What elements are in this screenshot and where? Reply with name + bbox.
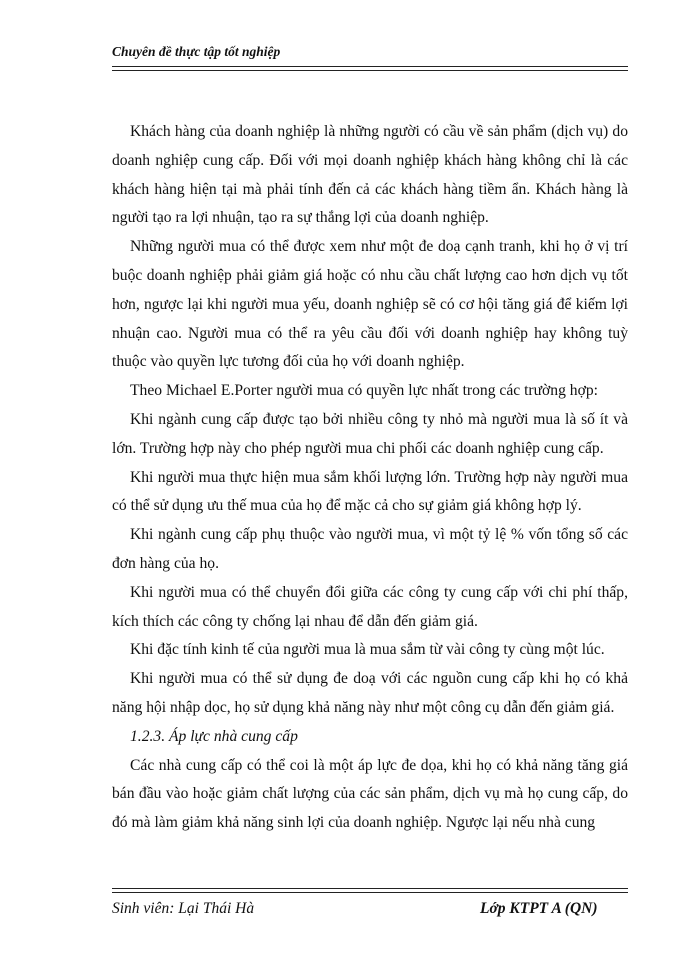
paragraph: Những người mua có thể được xem như một đe doạ cạnh tranh, khi họ ở vị trí buộc doanh nghiệp phải giảm giá hoặc có nhu cầu chất lượng cao hơn dịch vụ tốt hơn, ngược lại khi người mua yếu, doanh nghiệp sẽ có cơ hội tăng giá để kiếm lợi nhuận cao. Người mua có thể ra yêu cầu đối với doanh nghiệp hay không tuỳ thuộc vào quyền lực tương đối của họ với doanh nghiệp. (112, 238, 628, 371)
footer-rule-thin (112, 888, 628, 889)
header-rule (112, 66, 628, 67)
paragraph: Khách hàng của doanh nghiệp là những người có cầu về sản phẩm (dịch vụ) do doanh nghiệp cung cấp. Đối với mọi doanh nghiệp khách hàng không chỉ là các khách hàng hiện tại mà phải tính đến cả các khách hàng tiềm ẩn. Khách hàng là người tạo ra lợi nhuận, tạo ra sự thắng lợi của doanh nghiệp. (112, 123, 628, 227)
paragraph: Khi ngành cung cấp phụ thuộc vào người mua, vì một tỷ lệ % vốn tổng số các đơn hàng của họ. (112, 526, 628, 572)
paragraph: Theo Michael E.Porter người mua có quyền lực nhất trong các trường hợp: (130, 382, 598, 400)
footer-rule (112, 892, 628, 893)
paragraph: Khi đặc tính kinh tế của người mua là mua sắm từ vài công ty cùng một lúc. (130, 641, 605, 659)
paragraph: Khi người mua có thể sử dụng đe doạ với các nguồn cung cấp khi họ có khả năng hội nhập dọc, họ sử dụng khả năng này như một công cụ dẫn đến giảm giá. (112, 670, 628, 716)
paragraph: Các nhà cung cấp có thể coi là một áp lực đe dọa, khi họ có khả năng tăng giá bán đầu vào hoặc giảm chất lượng của các sản phẩm, dịch vụ mà họ cung cấp, do đó mà làm giảm khả năng sinh lợi của doanh nghiệp. Ngược lại nếu nhà cung (112, 756, 628, 832)
header-rule-thin (112, 70, 628, 71)
page-header-title: Chuyên đề thực tập tốt nghiệp (112, 44, 281, 59)
paragraph: Khi người mua thực hiện mua sắm khối lượng lớn. Trường hợp này người mua có thể sử dụng ưu thế mua của họ để mặc cả cho sự giảm giá không hợp lý. (112, 468, 628, 515)
paragraph: Khi người mua có thể chuyển đổi giữa các công ty cung cấp với chi phí thấp, kích thích các công ty chống lại nhau để dẫn đến giảm giá. (112, 583, 628, 630)
footer-class: Lớp KTPT A (QN) (480, 900, 598, 917)
section-heading: 1.2.3. Áp lực nhà cung cấp (130, 727, 298, 745)
paragraph: Khi ngành cung cấp được tạo bởi nhiều công ty nhỏ mà người mua là số ít và lớn. Trường hợp này cho phép người mua chi phối các doanh nghiệp cung cấp. (112, 410, 628, 457)
document-body (112, 118, 628, 838)
footer-student: Sinh viên: Lại Thái Hà (112, 900, 255, 917)
